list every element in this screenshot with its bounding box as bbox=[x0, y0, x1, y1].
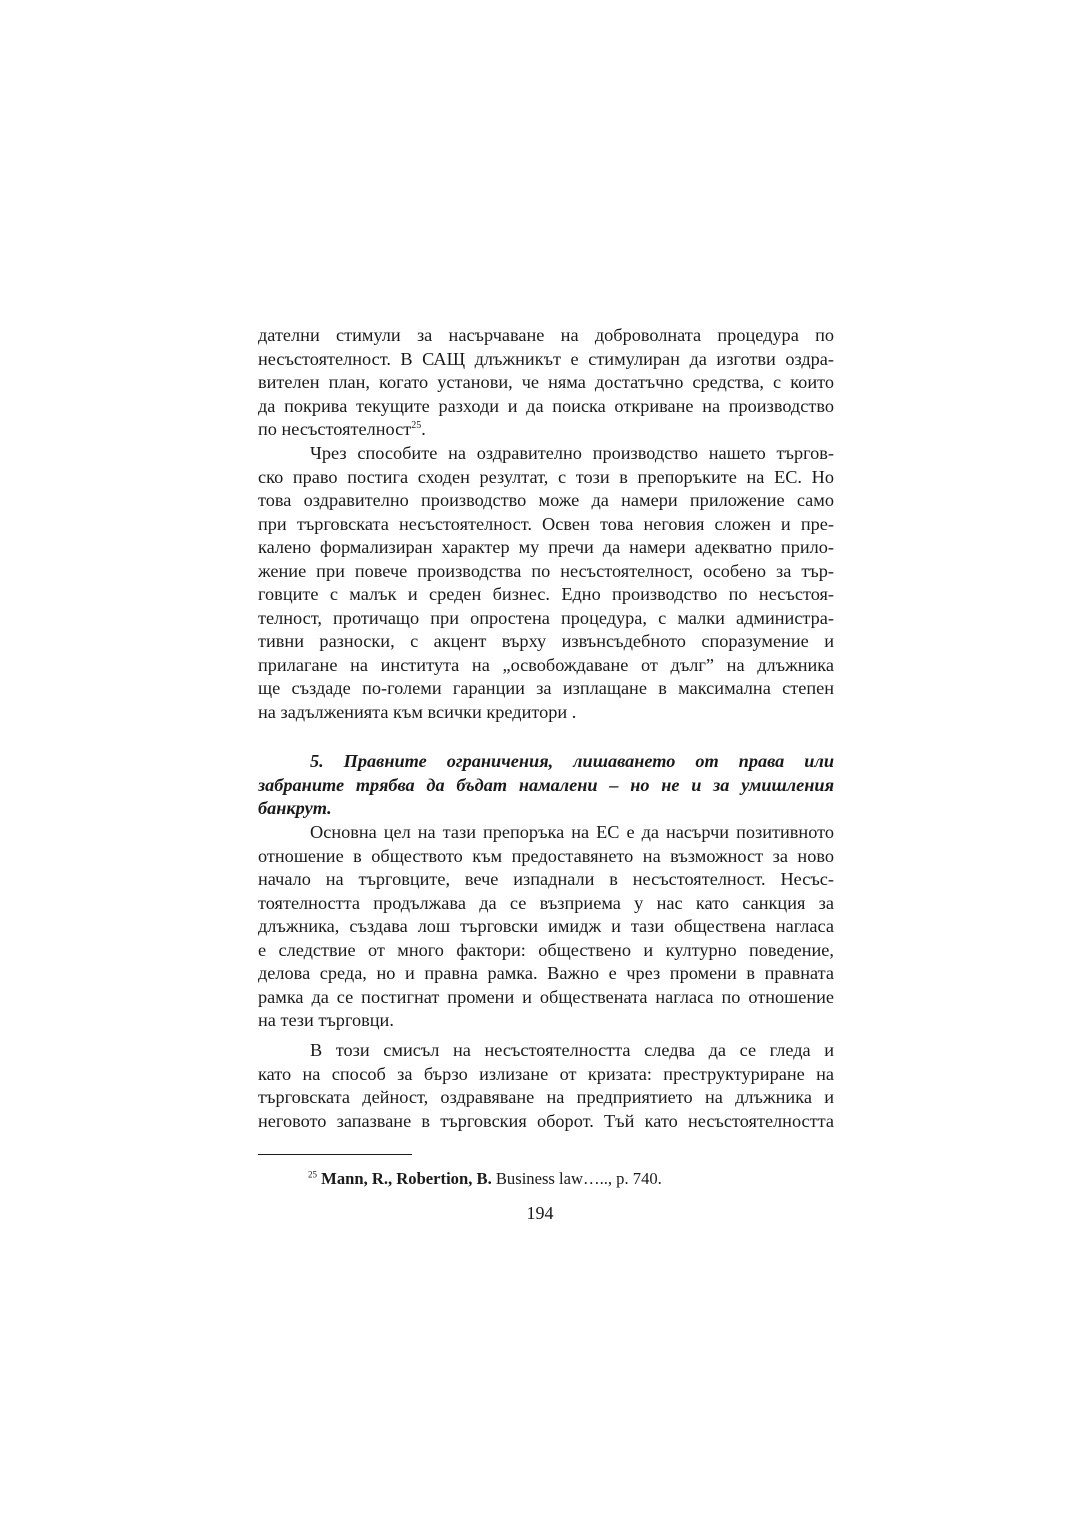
text-line-body: по несъстоятелност bbox=[258, 419, 412, 439]
text-line: делова среда, но и правна рамка. Важно е чрез промени в правната bbox=[258, 963, 834, 983]
text-line: телност, протичащо при опростена процедура, с малки администра- bbox=[258, 607, 834, 628]
text-line: несъстоятелност. В САЩ длъжникът е стимулиран да изготви оздра- bbox=[258, 348, 834, 369]
text-line: прилагане на института на „освобождаване от дълг” на длъжника bbox=[258, 654, 834, 675]
text-line: е следствие от много фактори: обществено и културно поведение, bbox=[258, 939, 834, 960]
text-line: да покрива текущите разходи и да поиска откриване на производство bbox=[258, 395, 834, 416]
text-line: дателни стимули за насърчаване на доброволната процедура по bbox=[258, 325, 834, 345]
text-line: длъжника, създава лош търговски имидж и тази обществена нагласа bbox=[258, 916, 834, 936]
footnote-mark: 25 bbox=[308, 1169, 317, 1180]
text-line: рамка да се постигнат промени и обществената нагласа по отношение bbox=[258, 986, 834, 1007]
text-line: на задълженията към всички кредитори . bbox=[258, 701, 577, 722]
heading-line: забраните трябва да бъдат намалени – но не и за умишления bbox=[258, 774, 834, 795]
footnote-authors: Mann, R., Robertion, B. bbox=[321, 1169, 492, 1188]
section-heading bbox=[258, 750, 834, 821]
heading-line: банкрут. bbox=[258, 798, 332, 818]
text-line: на тези търговци. bbox=[258, 1010, 394, 1030]
text-line: калено формализиран характер му пречи да намери адекватно прило- bbox=[258, 537, 834, 557]
footnote-text: Business law….., p. 740. bbox=[491, 1169, 662, 1188]
paragraph-1 bbox=[258, 324, 834, 442]
text-line: търговската дейност, оздравяване на предприятието на длъжника и bbox=[258, 1087, 834, 1107]
text-line: Основна цел на тази препоръка на ЕС е да насърчи позитивното bbox=[310, 822, 834, 842]
text-line: ско право постига сходен резултат, с този в препоръките на ЕС. Но bbox=[258, 466, 834, 487]
text-line bbox=[258, 418, 834, 442]
paragraph-2 bbox=[258, 442, 834, 724]
paragraph-3 bbox=[258, 821, 834, 1033]
text-line: тоятелността продължава да се възприема у нас като санкция за bbox=[258, 892, 834, 913]
text-line: тивни разноски, с акцент върху извънсъдебното споразумение и bbox=[258, 631, 834, 651]
text-line: неговото запазване в търговския оборот. Тъй като несъстоятелността bbox=[258, 1110, 834, 1131]
text-line: като на способ за бързо излизане от кризата: преструктуриране на bbox=[258, 1063, 834, 1084]
text-line: начало на търговците, вече изпаднали в несъстоятелност. Несъс- bbox=[258, 869, 834, 889]
text-line: отношение в обществото към предоставянето на възможност за ново bbox=[258, 845, 834, 866]
text-line: Чрез способите на оздравително производство нашето търгов- bbox=[310, 443, 834, 463]
text-line: В този смисъл на несъстоятелността следва да се гледа и bbox=[310, 1040, 834, 1060]
heading-line: 5. Правните ограничения, лишаването от права или bbox=[310, 751, 834, 771]
footnote-divider bbox=[258, 1154, 412, 1155]
footnote-reference[interactable]: 25 bbox=[411, 419, 422, 431]
text-line: вителен план, когато установи, че няма достатъчно средства, с които bbox=[258, 372, 834, 392]
text-line: жение при повече производства по несъстоятелност, особено за тър- bbox=[258, 560, 834, 581]
text-line-end: . bbox=[421, 419, 426, 439]
paragraph-4 bbox=[258, 1039, 834, 1133]
page-number: 194 bbox=[526, 1203, 554, 1223]
text-line: при търговската несъстоятелност. Освен това неговия сложен и пре- bbox=[258, 513, 834, 534]
footnote bbox=[308, 1168, 662, 1190]
text-line: говците с малък и среден бизнес. Едно производство по несъстоя- bbox=[258, 584, 834, 604]
text-line: това оздравително производство може да намери приложение само bbox=[258, 490, 834, 510]
text-line: ще създаде по-големи гаранции за изплащане в максимална степен bbox=[258, 678, 834, 698]
